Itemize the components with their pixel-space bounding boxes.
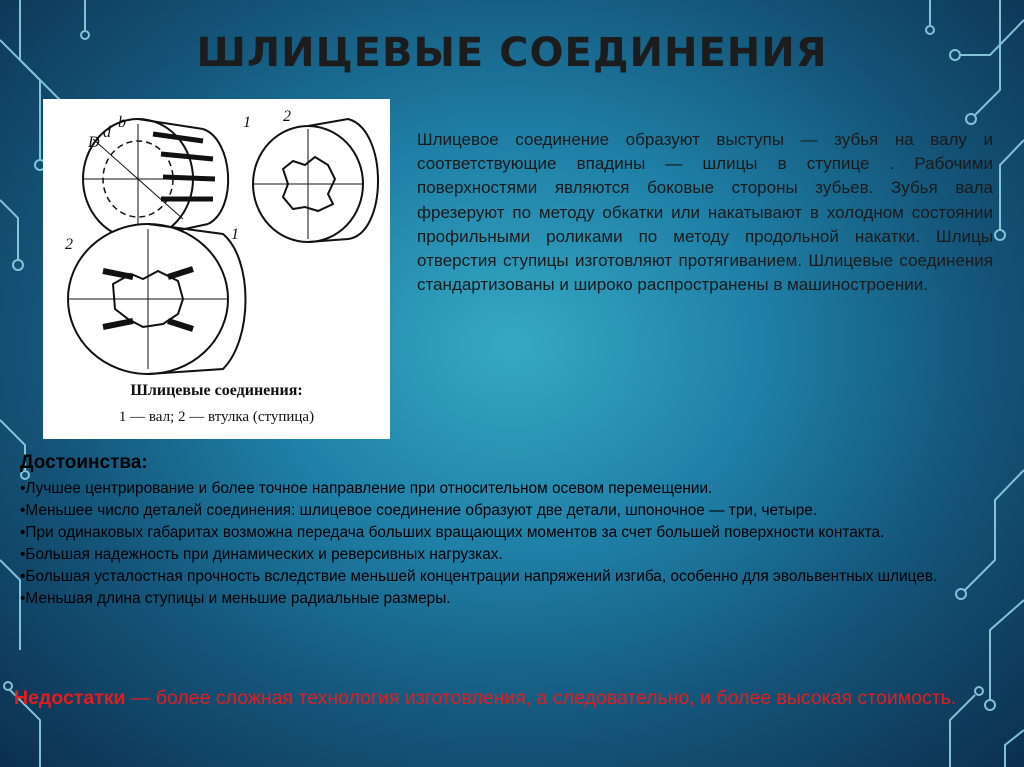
advantage-item: •Лучшее центрирование и более точное направление при относительном осевом перемещении. xyxy=(20,480,713,497)
assembly-illustration xyxy=(68,224,246,374)
advantages-list xyxy=(20,478,995,610)
label-D: D xyxy=(88,134,100,151)
advantage-item: •Большая усталостная прочность вследствие меньшей концентрации напряжений изгиба, особенно для эвольвентных шлицев. xyxy=(20,568,938,585)
label-num1-right: 1 xyxy=(231,226,239,243)
hub-illustration xyxy=(253,119,378,242)
label-num2-bottom: 2 xyxy=(65,236,73,253)
advantage-item: •Меньшее число деталей соединения: шлицевое соединение образуют две детали, шпоночное — три, четыре. xyxy=(20,502,818,519)
disadvantages-body: — более сложная технология изготовления, а следовательно, и более высокая стоимость. xyxy=(125,687,957,709)
figure-caption-title: Шлицевые соединения: xyxy=(130,382,303,399)
advantages-title: Достоинства: xyxy=(20,452,148,473)
advantage-item: •Большая надежность при динамических и реверсивных нагрузках. xyxy=(20,546,503,563)
page-title: ШЛИЦЕВЫЕ СОЕДИНЕНИЯ xyxy=(196,30,828,76)
description-text: Шлицевое соединение образуют выступы — зубья на валу и соответствующие впадины — шлицы в ступице . Рабочими поверхностями являются боковые стороны зубьев. Зубья вала фрезеруют по методу обкатки или накатывают в холодном состоянии профильными роликами по методу продольной накатки. Шлицы отверстия ступицы изготовляют протягиванием. Шлицевые соединения стандартизованы и широко распространены в машиностроении. xyxy=(417,130,993,295)
label-b: b xyxy=(118,114,126,131)
disadvantages-label: Недостатки xyxy=(14,687,126,709)
advantage-item: •При одинаковых габаритах возможна передача больших вращающих моментов за счет большей поверхности контакта. xyxy=(20,524,885,541)
label-d: d xyxy=(103,124,111,141)
advantage-item: •Меньшая длина ступицы и меньшие радиальные размеры. xyxy=(20,590,451,607)
label-num2-top: 2 xyxy=(283,108,291,125)
spline-figure xyxy=(43,99,390,439)
disadvantages-text xyxy=(14,685,974,712)
figure-caption-legend: 1 — вал; 2 — втулка (ступица) xyxy=(118,409,315,425)
label-num1-top: 1 xyxy=(243,114,251,131)
spline-drawing xyxy=(43,99,390,379)
